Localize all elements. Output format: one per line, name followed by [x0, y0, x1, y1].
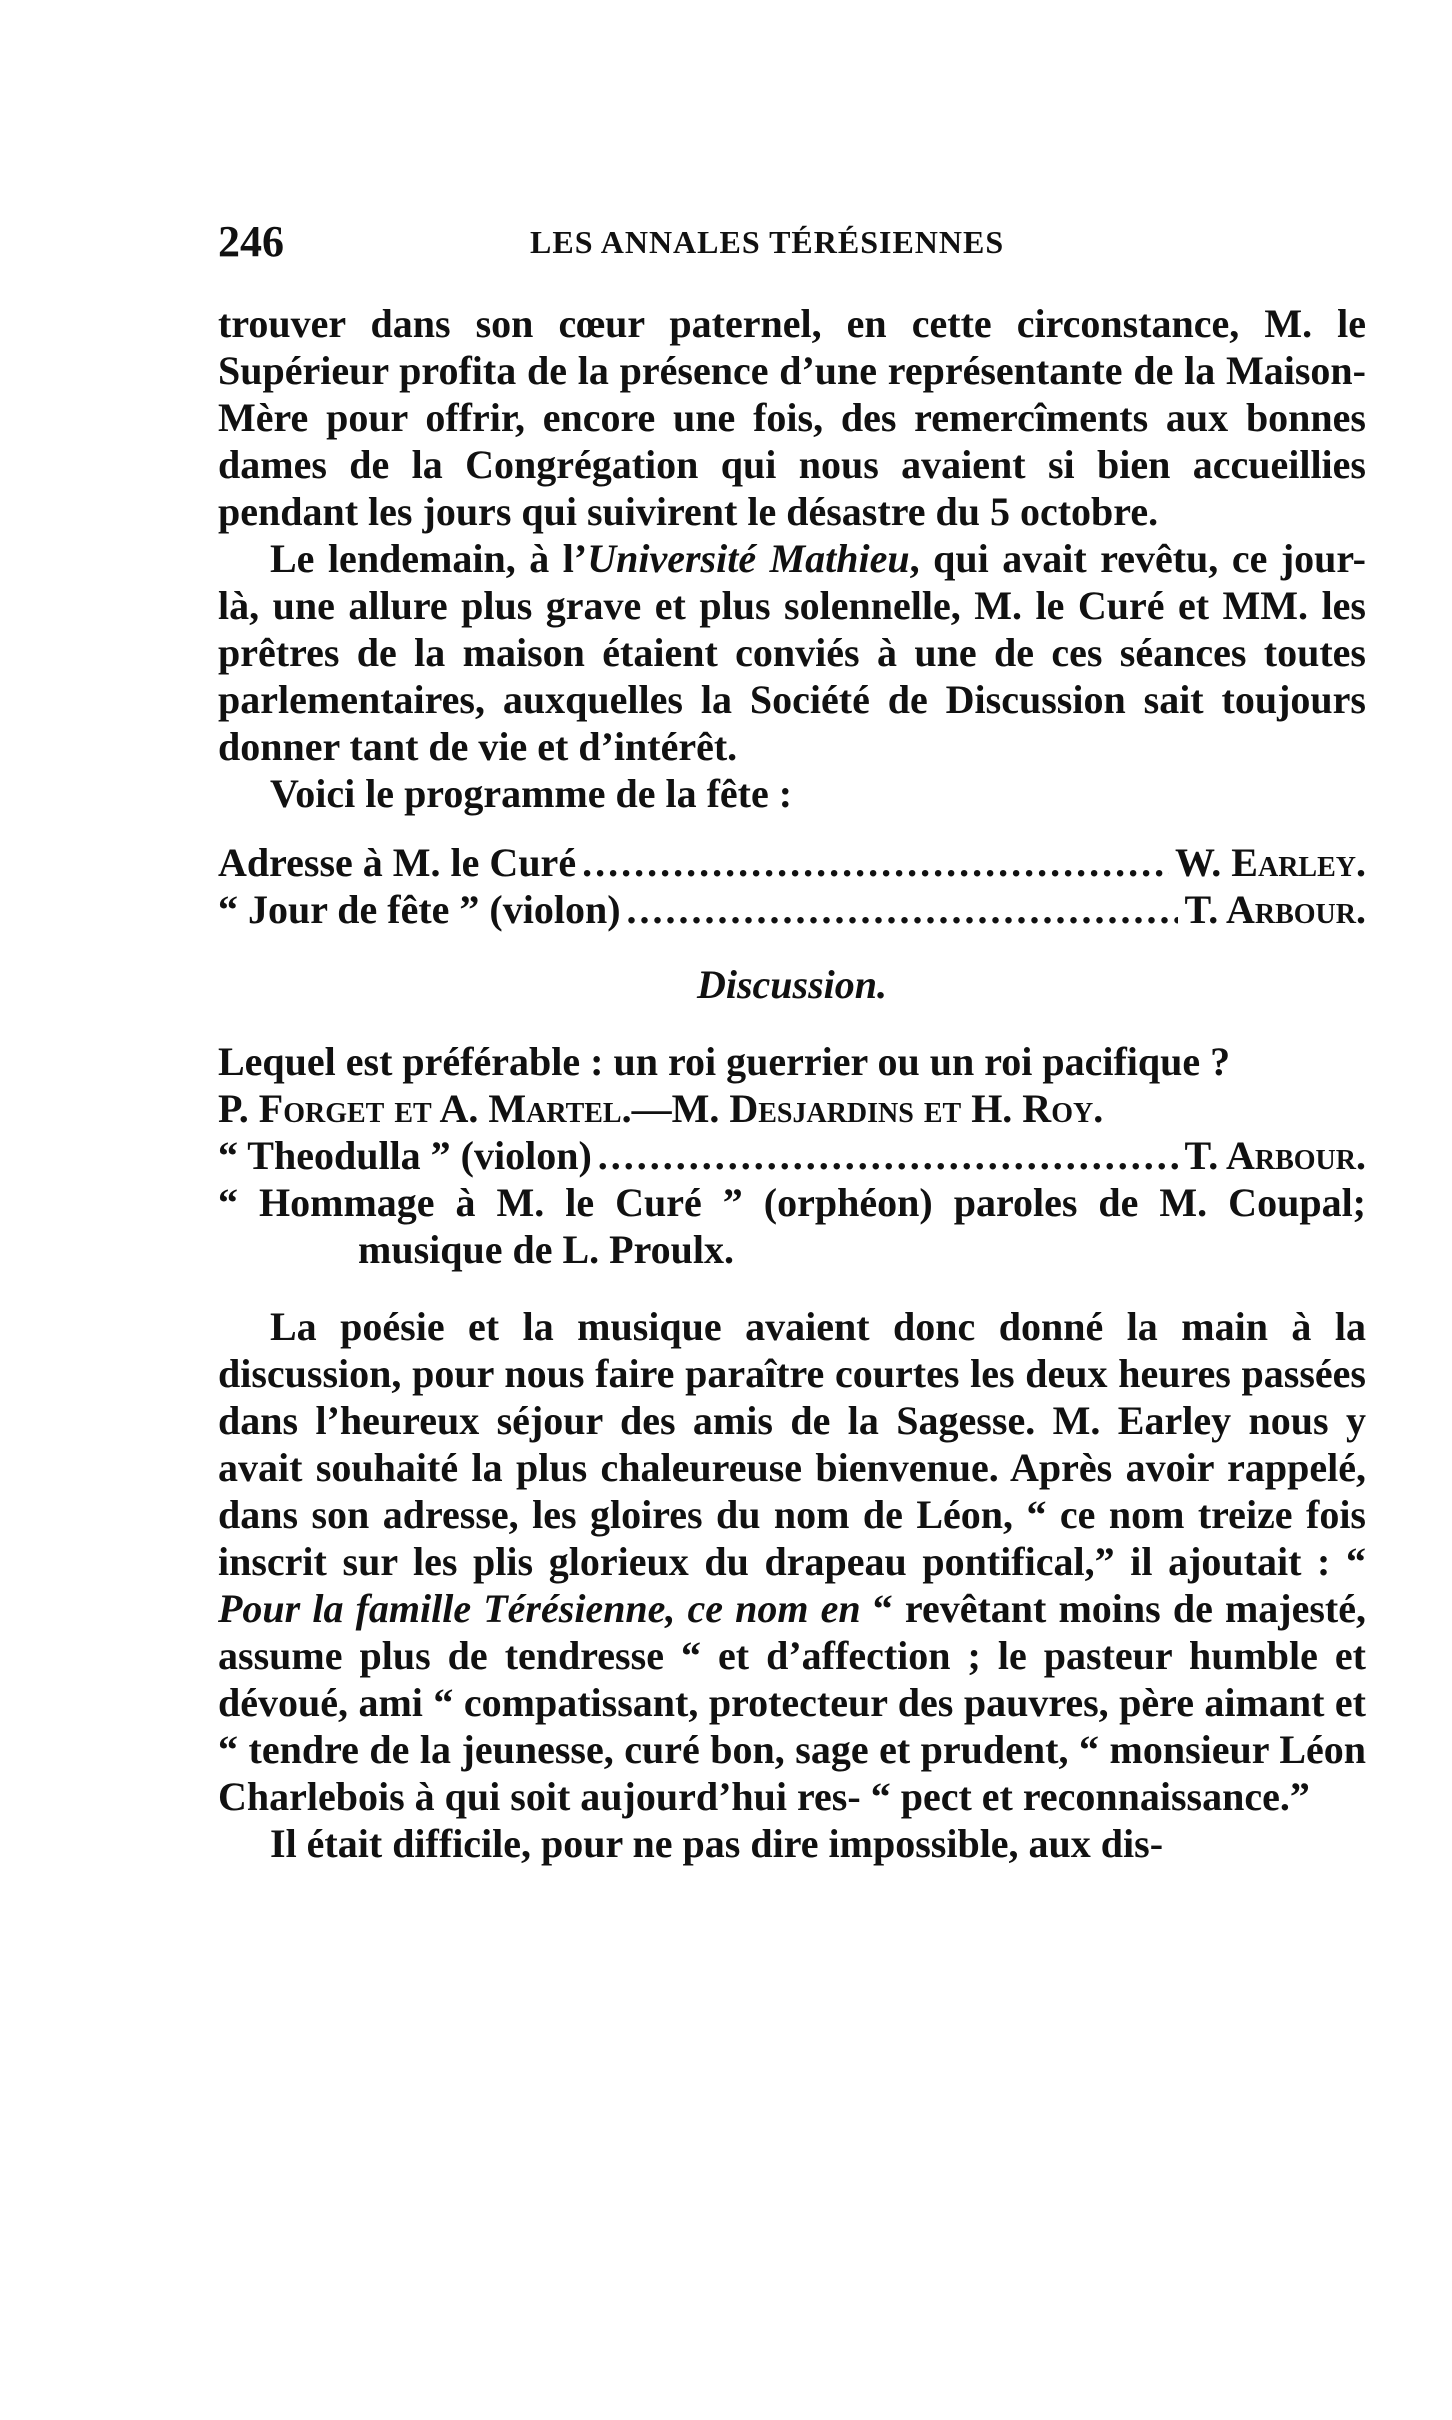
- leader-dots: [627, 886, 1179, 933]
- program-item-hommage: “ Hommage à M. le Curé ” (orphéon) paroles de M. Coupal; musique de L. Proulx.: [218, 1180, 1366, 1272]
- program-item-performer: T. Arbour.: [1184, 1133, 1366, 1178]
- program-item-label: “ Theodulla ” (violon): [218, 1133, 592, 1178]
- discussion-question: Lequel est préférable : un roi guerrier ou un roi pacifique ?: [218, 1039, 1231, 1084]
- program-item-label: Adresse à M. le Curé: [218, 840, 577, 885]
- program-list: [218, 839, 1366, 1273]
- quoted-italic: Pour la famille Térésienne, ce nom en: [218, 1586, 861, 1631]
- paragraph-3: Voici le programme de la fête :: [270, 771, 793, 816]
- program-item-performer: T. Arbour.: [1184, 887, 1366, 932]
- discussion-heading: Discussion.: [696, 962, 888, 1007]
- program-item: [218, 1132, 1366, 1179]
- paragraph-4: [218, 1303, 1366, 1820]
- paragraph-4-start: La poésie et la musique avaient donc donné la main à la discussion, pour nous faire paraître courtes les deux heures passées dans l’heureux séjour des amis de la Sagesse. M. Earley nous y avait souhaité la plus chaleureuse bienvenue. Après avoir rappelé, dans son adresse, les gloires du nom de Léon, “ ce nom treize fois inscrit sur les plis glorieux du drapeau pontifical,” il ajoutait : “: [218, 1304, 1366, 1584]
- page-number: 246: [218, 217, 284, 266]
- section-gap: [218, 1273, 1366, 1303]
- paragraph-2: [218, 535, 1366, 770]
- leader-dots: [598, 1132, 1179, 1179]
- paragraph-2-rest: , qui avait revêtu, ce jour-là, une allure plus grave et plus solennelle, M. le Curé et MM. les prêtres de la maison étaient conviés à une de ces séances toutes parlementaires, auxquelles la Société de Discussion sait toujours donner tant de vie et d’intérêt.: [218, 536, 1366, 769]
- running-title: LES ANNALES TÉRÉSIENNES: [530, 224, 1005, 260]
- debaters-line: P. Forget et A. Martel.—M. Desjardins et H. Roy.: [218, 1086, 1104, 1131]
- program-item: [218, 886, 1366, 933]
- paragraph-2-start: Le lendemain, à l’: [270, 536, 588, 581]
- leader-dots: [582, 839, 1169, 886]
- page-header: [218, 216, 1368, 276]
- program-item: [218, 839, 1366, 886]
- paragraph-5: Il était difficile, pour ne pas dire impossible, aux dis-: [270, 1821, 1164, 1866]
- university-name: Université Mathieu: [587, 536, 910, 581]
- paragraph-4-rest: “ revêtant moins de majesté, assume plus de tendresse “ et d’affection ; le pasteur humble et dévoué, ami “ compatissant, protecteur des pauvres, père aimant et “ tendre de la jeunesse, curé bon, sage et prudent, “ monsieur Léon Charlebois à qui soit aujourd’hui res- “ pect et reconnaissance.”: [218, 1586, 1366, 1819]
- program-item-performer: W. Earley.: [1174, 840, 1366, 885]
- page-body: [218, 300, 1366, 1867]
- program-item-label: “ Jour de fête ” (violon): [218, 887, 621, 932]
- paragraph-1: trouver dans son cœur paternel, en cette circonstance, M. le Supérieur profita de la présence d’une représentante de la Maison-Mère pour offrir, encore une fois, des remercîments aux bonnes dames de la Congrégation qui nous avaient si bien accueillies pendant les jours qui suivirent le désastre du 5 octobre.: [218, 301, 1366, 534]
